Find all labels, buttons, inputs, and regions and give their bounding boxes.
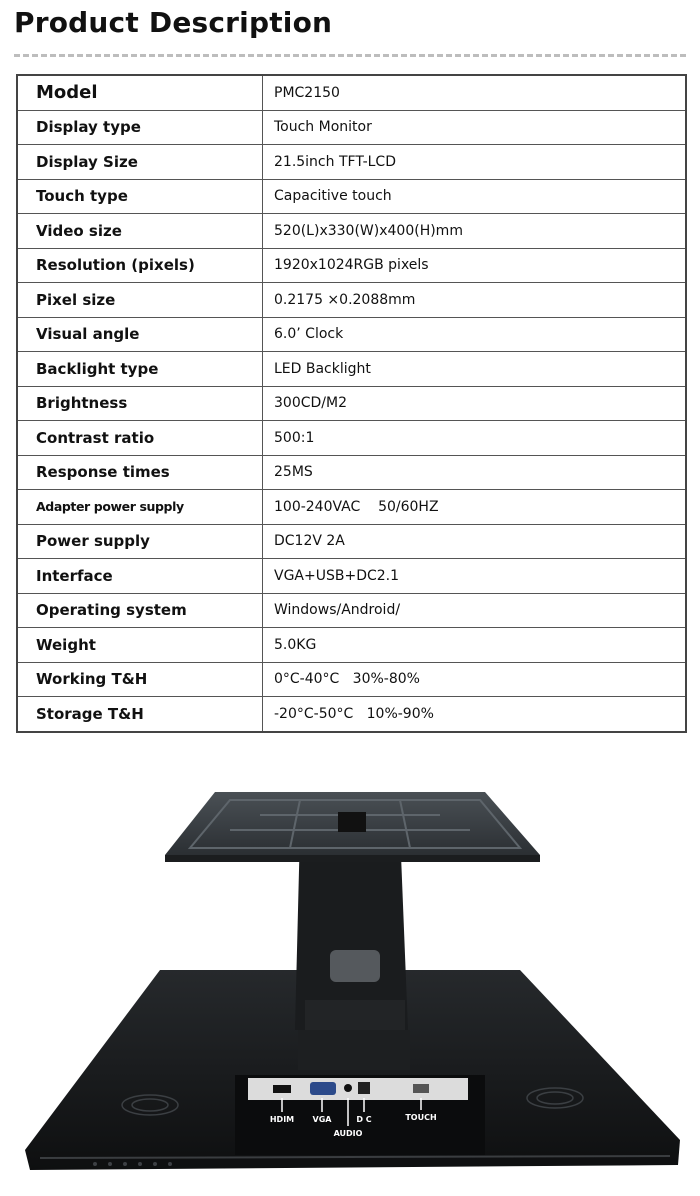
- spec-value: 21.5inch TFT-LCD: [263, 145, 687, 180]
- spec-value: DC12V 2A: [263, 524, 687, 559]
- spec-value: 0.2175 ×0.2088mm: [263, 283, 687, 318]
- stand-handle: [330, 950, 380, 982]
- spec-label: Operating system: [17, 593, 263, 628]
- table-row: [17, 662, 686, 697]
- audio-port: [344, 1084, 352, 1092]
- spec-value: 25MS: [263, 455, 687, 490]
- vga-port: [310, 1082, 336, 1095]
- table-row: [17, 214, 686, 249]
- port-label-touch: TOUCH: [405, 1113, 437, 1122]
- spec-value: 500:1: [263, 421, 687, 456]
- table-row: [17, 421, 686, 456]
- dashed-divider: [14, 54, 686, 57]
- spec-value: 520(L)x330(W)x400(H)mm: [263, 214, 687, 249]
- spec-value: -20°C-50°C 10%-90%: [263, 697, 687, 732]
- spec-value: 5.0KG: [263, 628, 687, 663]
- dc-port: [358, 1082, 370, 1094]
- spec-label: Touch type: [17, 179, 263, 214]
- table-row: [17, 179, 686, 214]
- table-row: [17, 352, 686, 387]
- spec-label: Contrast ratio: [17, 421, 263, 456]
- table-row: [17, 697, 686, 732]
- port-label-dc: D C: [356, 1115, 372, 1124]
- port-label-vga: VGA: [312, 1115, 332, 1124]
- spec-label: Response times: [17, 455, 263, 490]
- spec-label: Pixel size: [17, 283, 263, 318]
- table-row: [17, 145, 686, 180]
- spec-label: Video size: [17, 214, 263, 249]
- spec-value: Capacitive touch: [263, 179, 687, 214]
- table-row: [17, 628, 686, 663]
- spec-value: Windows/Android/: [263, 593, 687, 628]
- table-row: [17, 455, 686, 490]
- page-title: Product Description: [14, 6, 333, 39]
- spec-value: Touch Monitor: [263, 110, 687, 145]
- spec-label: Working T&H: [17, 662, 263, 697]
- spec-value: PMC2150: [263, 75, 687, 110]
- table-row: [17, 110, 686, 145]
- table-row: [17, 248, 686, 283]
- spec-label: Resolution (pixels): [17, 248, 263, 283]
- spec-label: Weight: [17, 628, 263, 663]
- spec-label: Interface: [17, 559, 263, 594]
- spec-value: VGA+USB+DC2.1: [263, 559, 687, 594]
- spec-value: 100-240VAC 50/60HZ: [263, 490, 687, 525]
- spec-label: Display Size: [17, 145, 263, 180]
- table-row: [17, 593, 686, 628]
- usb-port: [413, 1084, 429, 1093]
- spec-table: [16, 74, 687, 733]
- spec-label: Model: [17, 75, 263, 110]
- spec-label: Backlight type: [17, 352, 263, 387]
- port-label-hdmi: HDIM: [269, 1115, 295, 1124]
- spec-label: Brightness: [17, 386, 263, 421]
- hdmi-port: [273, 1085, 291, 1093]
- table-row: [17, 75, 686, 110]
- spec-value: 6.0’ Clock: [263, 317, 687, 352]
- spec-label: Display type: [17, 110, 263, 145]
- product-photo: [0, 760, 700, 1196]
- table-row: [17, 524, 686, 559]
- table-row: [17, 490, 686, 525]
- spec-label: Power supply: [17, 524, 263, 559]
- spec-value: 300CD/M2: [263, 386, 687, 421]
- port-label-audio: AUDIO: [333, 1129, 363, 1138]
- table-row: [17, 386, 686, 421]
- table-row: [17, 559, 686, 594]
- spec-label: Storage T&H: [17, 697, 263, 732]
- table-row: [17, 283, 686, 318]
- table-row: [17, 317, 686, 352]
- spec-value: 1920x1024RGB pixels: [263, 248, 687, 283]
- spec-label: Visual angle: [17, 317, 263, 352]
- spec-value: 0°C-40°C 30%-80%: [263, 662, 687, 697]
- spec-label: Adapter power supply: [17, 490, 263, 525]
- spec-value: LED Backlight: [263, 352, 687, 387]
